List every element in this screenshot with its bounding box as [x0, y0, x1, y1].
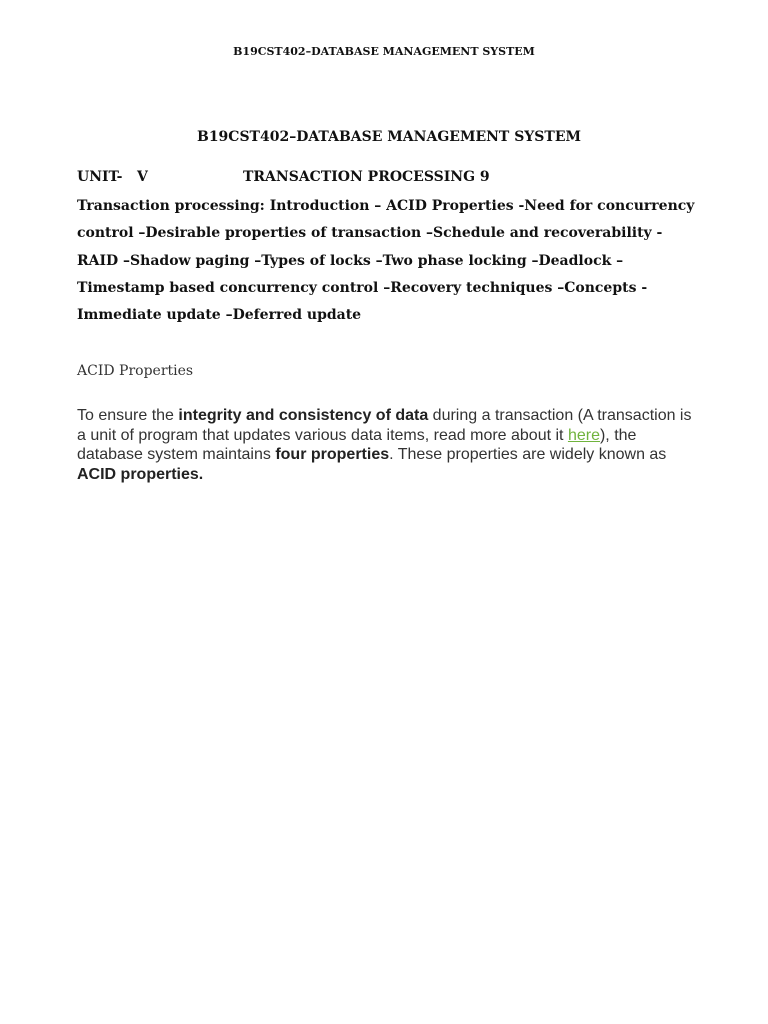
para-text-2: during a transaction (A transaction is a unit of program that updates various data items, read more about it [77, 407, 692, 444]
para-bold-1: integrity and consistency of data [178, 407, 429, 424]
unit-number: V [137, 169, 148, 185]
syllabus-text: Transaction processing: Introduction – ACID Properties -Need for concurrency control –Desirable properties of transaction –Schedule and recoverability - RAID –Shadow paging –Types of locks –Two phase locking –Deadlock –Timestamp based concurrency control –Recovery techniques –Concepts -Immediate update –Deferred update [77, 198, 695, 324]
unit-label: UNIT- [77, 169, 123, 185]
running-header: B19CST402–DATABASE MANAGEMENT SYSTEM [233, 45, 535, 58]
acid-intro-paragraph [77, 406, 702, 484]
unit-line [77, 169, 697, 185]
unit-title: TRANSACTION PROCESSING 9 [243, 169, 490, 185]
document-title: B19CST402–DATABASE MANAGEMENT SYSTEM [196, 129, 581, 145]
para-text-3: ), the database system maintains [77, 426, 637, 463]
para-bold-3: ACID properties. [77, 465, 204, 483]
para-text-1: To ensure the [77, 407, 179, 424]
section-heading: ACID Properties [77, 363, 194, 379]
para-text-4: . These properties are widely known as [389, 446, 667, 463]
para-bold-2: four properties [275, 446, 390, 463]
here-link[interactable]: here [567, 426, 600, 444]
